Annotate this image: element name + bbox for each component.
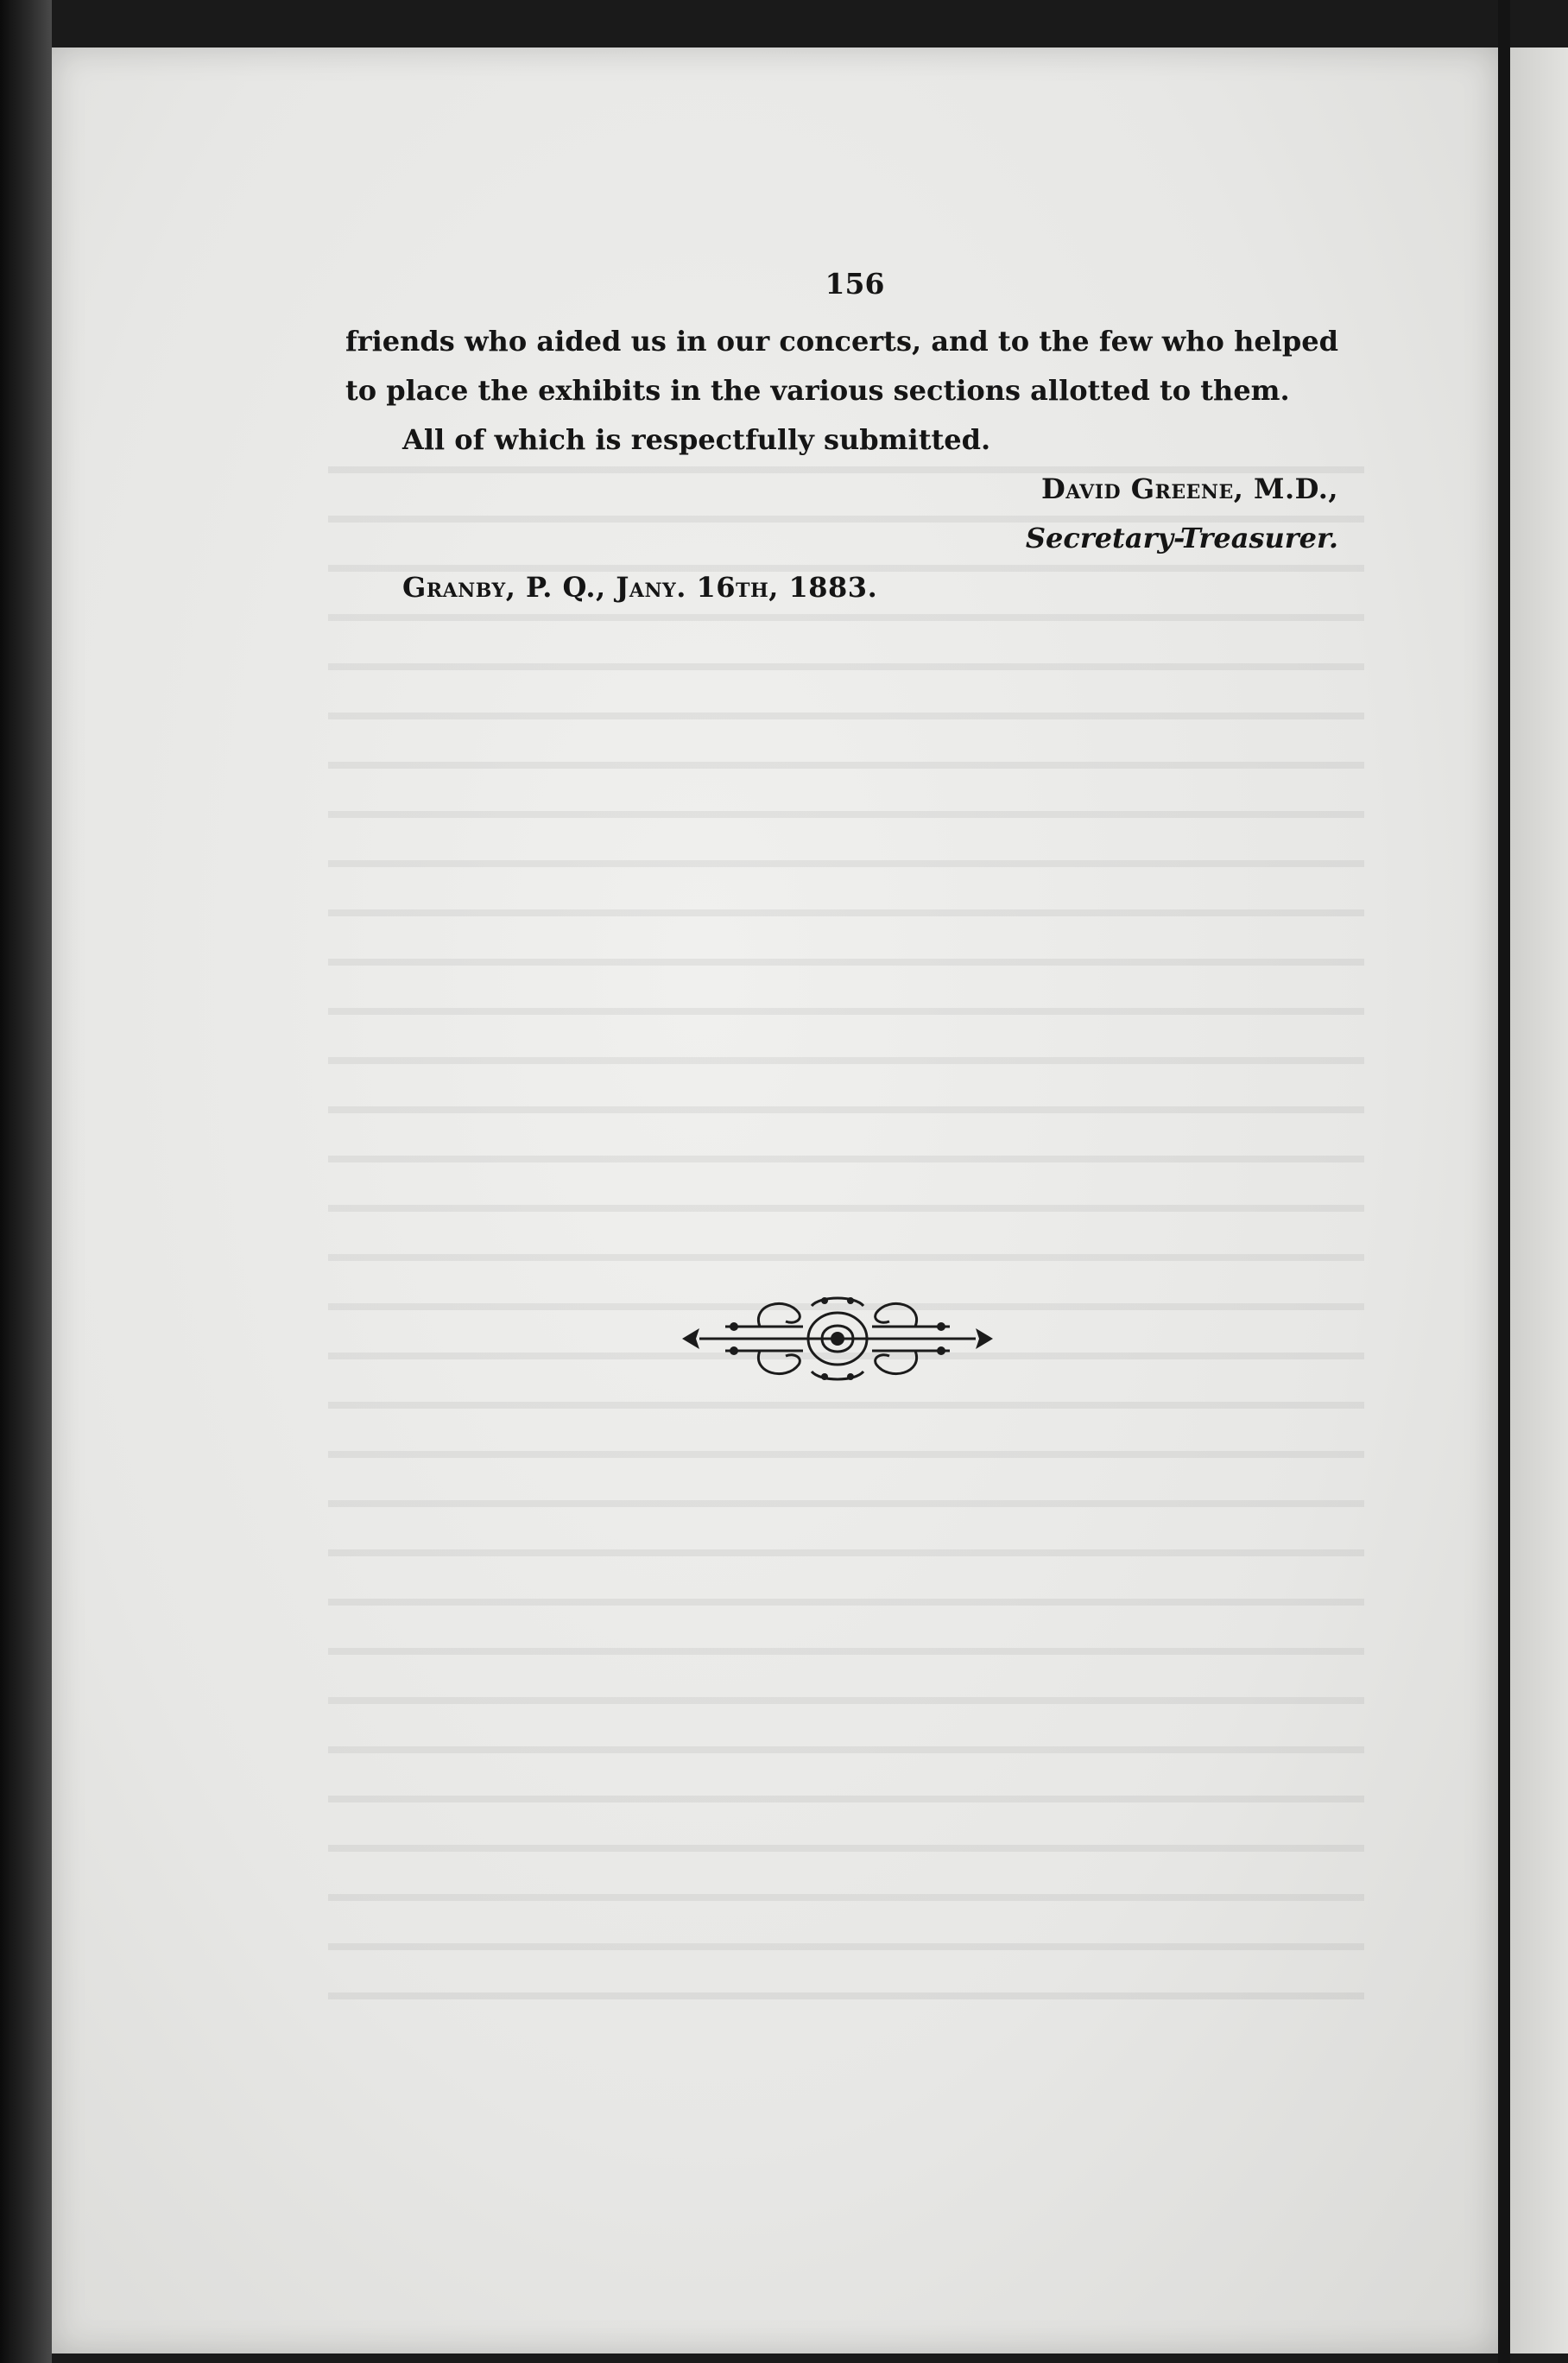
page-number: 156 xyxy=(825,267,885,301)
text-line-2: to place the exhibits in the various sections allotted to them. xyxy=(345,374,1290,407)
dateline xyxy=(345,563,1338,612)
text-line-3: All of which is respectfully submitted. xyxy=(402,423,991,456)
text-line-1: friends who aided us in our concerts, and to the few who helped xyxy=(345,325,1338,358)
signature-name: David Greene, M.D., xyxy=(1040,472,1338,505)
page-gutter xyxy=(1498,0,1510,2363)
page-text xyxy=(345,259,1338,612)
binding-edge xyxy=(0,0,52,2363)
scroll-ornament-icon xyxy=(673,1287,1002,1391)
signature-title: Secretary-Treasurer. xyxy=(1025,522,1338,554)
facing-page-edge xyxy=(1510,48,1568,2353)
dateline-text: Granby, P. Q., Jany. 16th, 1883. xyxy=(402,571,878,604)
